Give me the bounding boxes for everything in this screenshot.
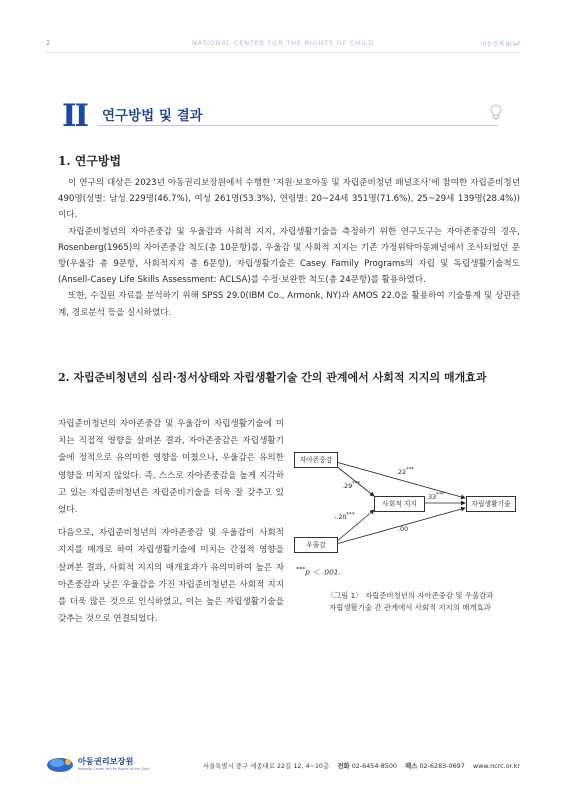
org-logo-icon [46,754,76,774]
header-divider [46,52,520,53]
section-title: 연구방법 및 결과 [102,108,203,124]
paragraph [58,224,520,289]
path-coef [426,492,444,501]
coef-value: -.20 [334,513,347,522]
phone: 02-6454-8500 [351,762,397,770]
coef-sig: *** [406,467,415,473]
section-numeral: II [62,98,88,134]
subsection-2-title: 2. 자립준비청년의 심리·정서상태와 자립생활기술 간의 관계에서 사회적 지지의 매개효과 [58,371,487,384]
caption-line: 자립생활기술 간 관계에서 사회적 지지의 매개효과 [329,602,491,612]
subsection-1-body [58,175,520,321]
fax: 02-6283-0697 [419,762,465,770]
address: 서울특별시 중구 세종대로 22길 12, 4~10층 [202,762,330,770]
path-coef [342,481,360,490]
figure-caption [300,590,520,613]
significance-note [296,566,341,577]
page-header [46,36,520,56]
coef-value: .33 [426,493,437,502]
page-number: 2 [46,39,51,47]
paragraph-text: 자립준비청년의 자아존중감 및 우울감이 자립생활기술에 미치는 직접적 영향을 살펴본 결과, 자아존중감은 자립생활기술에 정적으로 유의미한 영향을 미쳤으나, 우울감은 유의한 영향을 미치지 않았다. 즉, 스스로 자아존중감을 높게 지각하고 있는 자립준비청년은 자립준비기술을 더욱 잘 갖추고 있었다. [58,419,284,516]
coef-sig: *** [346,512,355,518]
section-underline [98,125,498,126]
fax-label: 팩스 [405,762,418,770]
contact-info [203,761,520,770]
coef-sig: *** [436,492,445,498]
note-sig: *** [296,566,306,573]
lightbulb-icon [489,104,503,120]
paragraph-text: 또한, 수집된 자료를 분석하기 위해 SPSS 29.0(IBM Co., Armonk, NY)과 AMOS 22.0을 활용하여 기술통계 및 상관관계, 경로분석 등을 실시하였다. [58,291,520,318]
paragraph [58,525,284,628]
website-link[interactable]: www.ncrc.or.kr [472,762,520,770]
path-coef [396,467,414,476]
node-life-skills: 자립생활기술 [466,496,516,512]
header-title: NATIONAL CENTER FOR THE RIGHTS OF CHILD [191,39,375,47]
paragraph [58,288,520,320]
paragraph-text: 다음으로, 자립준비청년의 자아존중감 및 우울감이 사회적 지지를 매개로 하여 자립생활기술에 미치는 간접적 영향을 살펴본 결과, 사회적 지지의 매개효과가 유의미하여 높은 자아존중감과 낮은 우울감을 가진 자립준비청년은 사회적 지지를 더욱 많은 것으로 인식하였고, 이는 높은 자립생활기술을 갖추는 것으로 연결되었다. [58,528,284,625]
page-footer [46,752,520,776]
subsection-2-body [58,416,284,628]
org-name: 아동권리보장원 [78,756,134,766]
node-social-support: 사회적 지지 [374,496,425,512]
paragraph [58,416,284,519]
phone-label: 전화 [337,762,350,770]
paragraph [58,175,520,224]
paragraph-text: 자립준비청년의 자아존중감 및 우울감과 사회적 지지, 자립생활기술을 측정하기 위한 연구도구는 자아존중감의 경우, Rosenberg(1965)의 자아존중감 척도(총 10문항)를, 우울감 및 사회적 지지는 기존 가정위탁아동패널에서 조사되었던 문항(우울감 총 9문항, 사회적지지 총 6문항), 자립생활기술은 Casey Family Programs의 자립 및 독립생활기술척도(Ansell-Casey Life Skills Assessment: ACLSA)를 수정·보완한 척도(총 24문항)를 활용하였다. [58,226,520,286]
path-diagram [290,444,520,577]
coef-value: .22 [396,468,407,477]
note-text: p ＜ .001. [305,567,341,577]
section-heading [58,98,513,138]
coef-sig: *** [352,481,361,487]
node-self-esteem: 자아존중감 [294,452,338,468]
org-subname: National Center for the Rights of the Child [78,767,150,771]
subsection-1-title: 1. 연구방법 [58,154,122,168]
path-coef: .00 [398,525,409,533]
header-brief-label: 아동정책 Brief [480,41,520,48]
paragraph-text: 이 연구의 대상은 2023년 아동권리보장원에서 수행한 ‘지원·보호아동 및 자립준비청년 패널조사’에 참여한 자립준비청년 490명(성별: 남성 229명(46.7%), 여성 261명(53.3%), 연령별: 20~24세 351명(71.6%), 25~29세 139명(28.4%))이다. [58,178,520,221]
coef-value: .29 [342,482,353,491]
caption-line: 〈그림 1〉 자립준비청년의 자아존중감 및 우울감과 [326,591,494,600]
path-coef [334,512,354,521]
node-depression: 우울감 [294,537,338,553]
